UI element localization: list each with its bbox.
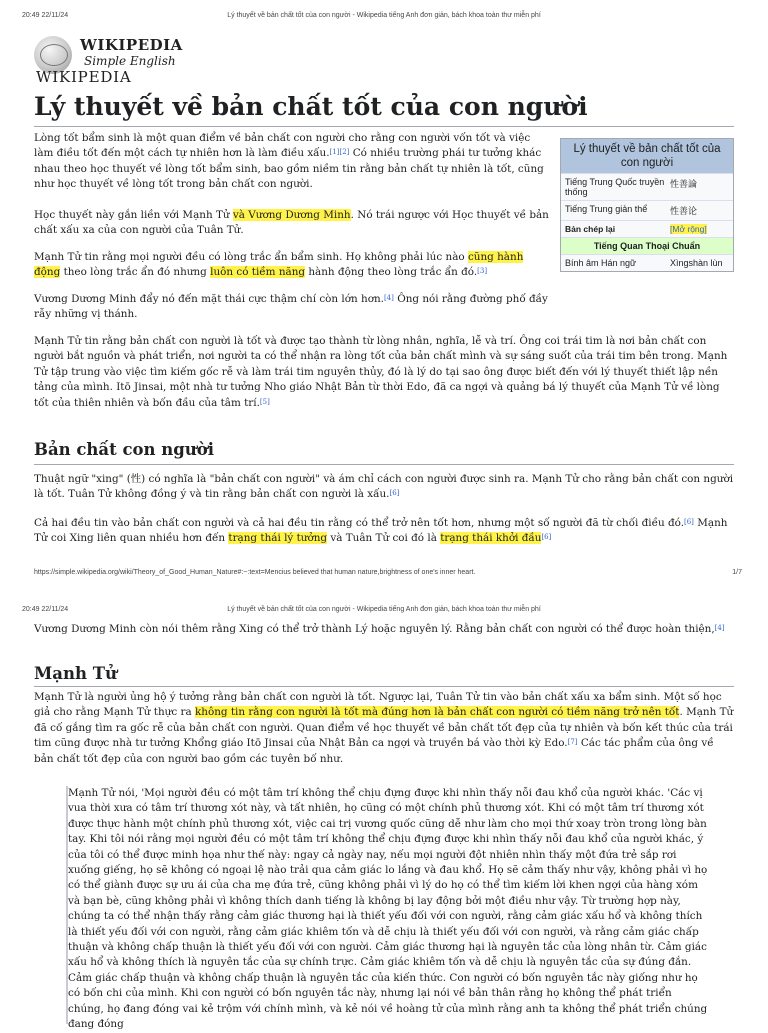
- intro-paragraph-5: Mạnh Tử tin rằng bản chất con người là tốt và được tạo thành từ lòng nhân, nghĩa, lễ và trí. Ông coi trái tim là nơi bản chất con người bắt nguồn và phát triển, nơi người ta có thể nhận ra lòng tốt của bản chất mình và sự sáng suốt của trái tim bên trong. Mạnh Tử tập trung vào việc tìm kiếm gốc rễ và làm trái tim nguyên thủy, đó là lý do tại sao ông được biết đến với lý thuyết thiết lập nền tảng của mình. Itō Jinsai, một nhà tư tưởng Nho giáo Nhật Bản từ thời Edo, đã ca ngợi và quảng bá lý thuyết của Mạnh Tử về lòng tốt của thiên nhiên và bốn đầu của tâm trí.[5]: [34, 335, 728, 409]
- print-url: https://simple.wikipedia.org/wiki/Theory_of_Good_Human_Nature#:~:text=Mencius believed that human nature,brightness of one's inner heart.: [34, 569, 476, 576]
- logo-wordmark-secondary: WIKIPEDIA: [36, 68, 132, 86]
- expand-link[interactable]: [Mở rộng]: [670, 224, 707, 234]
- infobox-title: Lý thuyết về bản chất tốt của con người: [561, 139, 733, 173]
- ref-link[interactable]: [1][2]: [329, 148, 350, 157]
- intro-paragraph-1: Lòng tốt bẩm sinh là một quan điểm về bản chất con người cho rằng con người vốn tốt và việc làm điều tốt đến một cách tự nhiên hơn là làm điều xấu.[1][2] Có nhiều trường phái tư tưởng khác nhau theo học thuyết về lòng tốt bẩm sinh, bao gồm niềm tin rằng bản chất tự nhiên là tốt, cũng như học thuyết về lòng tốt trong bản chất con người.: [34, 132, 544, 191]
- section-divider: [34, 686, 734, 687]
- intro-paragraph-2: Học thuyết này gắn liền với Mạnh Tử và Vương Dương Minh. Nó trái ngược với Học thuyết về bản chất xấu xa của con người của Tuân Tử.: [34, 209, 549, 237]
- logo-wordmark: WIKIPEDIA: [80, 36, 183, 54]
- section-paragraph-1: Thuật ngữ "xing" (性) có nghĩa là "bản chất con người" và ám chỉ cách con người được sinh ra. Mạnh Tử cho rằng bản chất con người là tốt. Tuân Tử không đồng ý và tin rằng bản chất con người là xấu.[6]: [34, 473, 734, 501]
- print-header: [0, 12, 768, 24]
- infobox-transcript-row: Bản chép lại [Mở rộng]: [561, 220, 733, 237]
- ref-link[interactable]: [3]: [477, 267, 488, 276]
- ref-link[interactable]: [4]: [383, 294, 394, 302]
- section-paragraph-2: Cả hai đều tin vào bản chất con người và cả hai đều tin rằng có thể trở nên tốt hơn, nhưng một số người đã từ chối điều đó.[6] Mạnh Tử coi Xing liên quan nhiều hơn đến trạng thái lý tưởng và Tuân Tử coi đó là trạng thái khởi đầu[6]: [34, 517, 728, 545]
- intro-paragraph-4: Vương Dương Minh đẩy nó đến mặt thái cực thậm chí còn lớn hơn.[4] Ông nói rằng đường phố đầy rẫy những vị thánh.: [34, 293, 548, 321]
- print-title: Lý thuyết về bản chất tốt của con người - Wikipedia tiếng Anh đơn giản, bách khoa toàn thư miễn phí: [227, 606, 541, 613]
- print-header: [0, 606, 768, 618]
- infobox-row: Tiếng Trung giản thể 性善论: [561, 200, 733, 220]
- section-heading: Bản chất con người: [34, 440, 215, 459]
- infobox-mandarin-header: Tiếng Quan Thoại Chuẩn: [561, 237, 733, 254]
- print-page-number: 1/7: [732, 569, 742, 576]
- section-heading: Mạnh Tử: [34, 664, 117, 683]
- print-datetime: 20:49 22/11/24: [22, 12, 69, 19]
- print-title: Lý thuyết về bản chất tốt của con người - Wikipedia tiếng Anh đơn giản, bách khoa toàn thư miễn phí: [227, 12, 541, 19]
- ref-link[interactable]: [6]: [541, 533, 552, 542]
- ref-link[interactable]: [6]: [684, 518, 694, 526]
- ref-link[interactable]: [6]: [389, 489, 400, 498]
- ref-link[interactable]: [7]: [567, 738, 578, 747]
- infobox-row: Bính âm Hán ngữ Xìngshàn lùn: [561, 254, 733, 271]
- section-paragraph: Mạnh Tử là người ủng hộ ý tưởng rằng bản chất con người là tốt. Ngược lại, Tuân Tử tin vào bản chất xấu xa bẩm sinh. Một số học giả cho rằng Mạnh Tử thực ra không tin rằng con người là tốt mà đúng hơn là bản chất con người có tiềm năng trở nên tốt. Mạnh Tử đã cố gắng tìm ra gốc rễ của bản chất con người. Quan điểm về học thuyết về bản chất tốt đẹp của tự nhiên và bốn kết thúc của trái tim cũng được nhà tư tưởng Khổng giáo Itō Jinsai của Nhật Bản ca ngợi và truyền bá vào thời kỳ Edo.[7] Các tác phẩm của ông về bản chất tốt đẹp của con người bao gồm các tuyên bố như.: [34, 691, 734, 765]
- quote-text: Mạnh Tử nói, 'Mọi người đều có một tâm trí không thể chịu đựng được khi nhìn thấy nỗi đau khổ của người khác. 'Các vị vua thời xưa có tâm trí thương xót này, và tất nhiên, họ cũng có một chính phủ thương xót. Khi có một tâm trí thương xót được thực hành một chính phủ thương xót, việc cai trị vương quốc cũng dễ như làm cho mọi thứ xoay tròn trong lòng bàn tay. Khi tôi nói rằng mọi người đều có một tâm trí không thể chịu đựng được khi nhìn thấy nỗi đau khổ của người khác, ý của tôi có thể được minh họa như thế này: ngay cả ngày nay, nếu mọi người đột nhiên nhìn thấy một đứa trẻ sắp rơi xuống giếng, họ sẽ không có ngoại lệ nào trải qua cảm giác lo lắng và đau khổ. Họ sẽ cảm thấy như vậy, không phải vì họ có thể giành được sự ưu ái của cha mẹ đứa trẻ, cũng không phải vì lý do họ có thể tìm kiếm lời khen ngợi của hàng xóm và bạn bè, cũng không phải vì không thích danh tiếng là không bị lay động bởi một điều như vậy. Từ trường hợp này, chúng ta có thể nhận thấy rằng cảm giác thương hại là thiết yếu đối với con người, rằng cảm giác xấu hổ và không thích là thiết yếu đối với con người, rằng cảm giác khiêm tốn và dễ chịu là thiết yếu đối với con người, và rằng cảm giác chấp thuận và không chấp thuận là thiết yếu đối với con người. Cảm giác thương hại là nguyên tắc của lòng nhân từ. Cảm giác xấu hổ và không thích là nguyên tắc của sự chính trực. Cảm giác khiêm tốn và dễ chịu là nguyên tắc của sự đúng đắn. Cảm giác chấp thuận và không chấp thuận là nguyên tắc của kiến thức. Con người có bốn nguyên tắc này giống như họ có bốn chi của mình. Khi con người có bốn nguyên tắc này, nhưng lại nói về bản thân rằng họ không thể phát triển chúng, họ đang đóng vai kẻ trộm với chính mình, và kẻ nói về hoàng tử của mình rằng anh ta không thể phát triển chúng đang đóng: [68, 787, 708, 1031]
- print-datetime: 20:49 22/11/24: [22, 606, 69, 613]
- section-divider: [34, 464, 734, 465]
- continued-paragraph: Vương Dương Minh còn nói thêm rằng Xing có thể trở thành Lý hoặc nguyên lý. Rằng bản chất con người có thể được hoàn thiện,[4]: [34, 623, 725, 635]
- highlight: và Vương Dương Minh: [232, 209, 351, 221]
- wikipedia-logo[interactable]: [34, 34, 234, 90]
- article-title: Lý thuyết về bản chất tốt của con người: [34, 92, 588, 121]
- print-footer: [0, 569, 768, 581]
- infobox: [560, 138, 734, 272]
- ref-link[interactable]: [4]: [714, 624, 725, 632]
- blockquote: [66, 786, 718, 1031]
- intro-paragraph-3: Mạnh Tử tin rằng mọi người đều có lòng trắc ẩn bẩm sinh. Họ không phải lúc nào cũng hành động theo lòng trắc ẩn đó nhưng luôn có tiềm năng hành động theo lòng trắc ẩn đó.[3]: [34, 251, 524, 279]
- infobox-row: Tiếng Trung Quốc truyền thống 性善論: [561, 173, 733, 200]
- title-divider: [34, 126, 734, 127]
- logo-tagline: Simple English: [84, 54, 176, 68]
- ref-link[interactable]: [5]: [259, 397, 270, 406]
